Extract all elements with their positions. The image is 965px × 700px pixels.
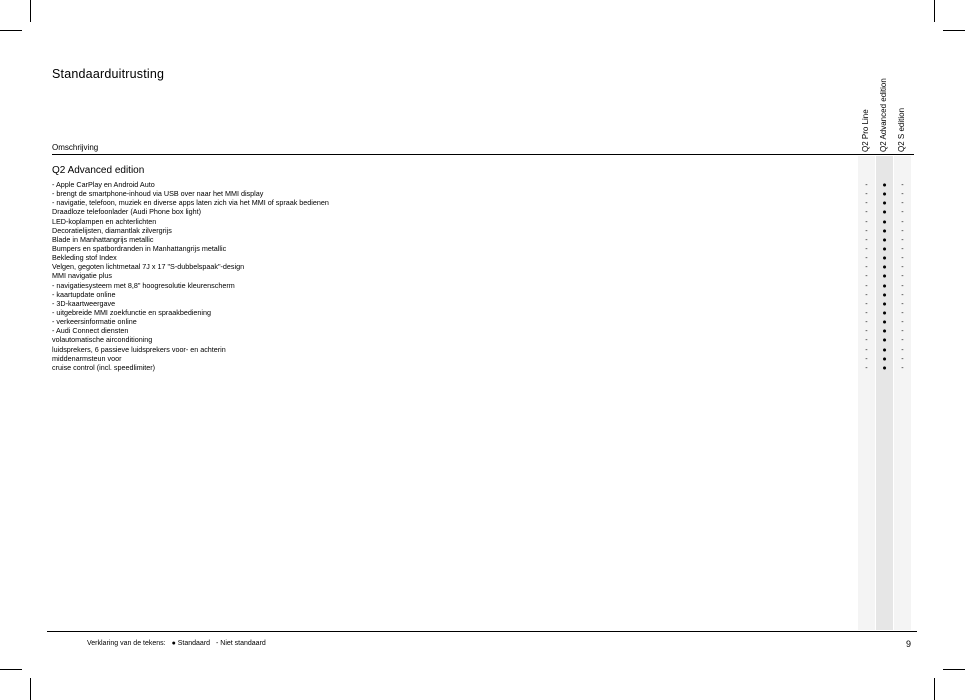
description-column-header: Omschrijving (52, 143, 99, 152)
table-row (52, 262, 914, 271)
row-value-cell: - (865, 307, 868, 317)
row-label: middenarmsteun voor (52, 353, 122, 363)
row-value-cell: ● (882, 271, 887, 281)
row-value-cell: - (901, 362, 904, 372)
row-value-cell: ● (882, 253, 887, 263)
row-label: cruise control (incl. speedlimiter) (52, 362, 156, 372)
row-value-cell: - (865, 253, 868, 263)
table-row (52, 290, 914, 299)
crop-mark (943, 669, 965, 670)
equipment-table (52, 180, 914, 372)
row-label: - uitgebreide MMI zoekfunctie en spraakbediening (52, 307, 212, 317)
row-label: MMI navigatie plus (52, 271, 112, 281)
row-value-cell: - (901, 234, 904, 244)
column-header-s-edition: Q2 S edition (897, 107, 906, 152)
row-value-cell: - (901, 189, 904, 199)
row-label: Bumpers en spatbordranden in Manhattangrijs metallic (52, 243, 227, 253)
row-value-cell: - (865, 326, 868, 336)
row-value-cell: ● (882, 353, 887, 363)
row-value-cell: ● (882, 280, 887, 290)
table-row (52, 235, 914, 244)
legend-standard: ● Standaard (171, 640, 211, 647)
row-value-cell: ● (882, 262, 887, 272)
row-label: - brengt de smartphone-inhoud via USB over naar het MMI display (52, 189, 264, 199)
row-value-cell: - (901, 307, 904, 317)
row-value-cell: ● (882, 317, 887, 327)
row-value-cell: ● (882, 243, 887, 253)
row-value-cell: - (865, 262, 868, 272)
row-value-cell: - (901, 216, 904, 226)
row-value-cell: - (865, 216, 868, 226)
crop-mark (30, 0, 31, 22)
crop-mark (0, 30, 22, 31)
row-value-cell: ● (882, 298, 887, 308)
row-label: LED-koplampen en achterlichten (52, 216, 157, 226)
row-label: - verkeersinformatie online (52, 317, 137, 327)
row-value-cell: - (901, 198, 904, 208)
row-label: - Audi Connect diensten (52, 326, 129, 336)
row-value-cell: - (865, 289, 868, 299)
row-value-cell: ● (882, 225, 887, 235)
table-row (52, 207, 914, 216)
crop-mark (934, 678, 935, 700)
row-value-cell: - (901, 317, 904, 327)
footer-divider (47, 631, 917, 632)
row-value-cell: - (865, 344, 868, 354)
row-value-cell: - (865, 362, 868, 372)
row-value-cell: - (865, 298, 868, 308)
row-value-cell: - (865, 335, 868, 345)
table-row (52, 253, 914, 262)
row-value-cell: - (865, 234, 868, 244)
table-row (52, 308, 914, 317)
row-value-cell: - (901, 326, 904, 336)
row-value-cell: ● (882, 234, 887, 244)
row-value-cell: - (901, 253, 904, 263)
legend (87, 640, 270, 647)
row-value-cell: - (901, 262, 904, 272)
table-row (52, 226, 914, 235)
row-value-cell: - (901, 207, 904, 217)
row-value-cell: - (865, 243, 868, 253)
row-value-cell: - (901, 353, 904, 363)
row-value-cell: ● (882, 335, 887, 345)
table-row (52, 189, 914, 198)
table-row (52, 271, 914, 280)
row-label: luidsprekers, 6 passieve luidsprekers voor- en achterin (52, 344, 226, 354)
row-value-cell: - (865, 225, 868, 235)
row-value-cell: - (901, 225, 904, 235)
row-label: Velgen, gegoten lichtmetaal 7J x 17 "S-dubbelspaak"-design (52, 262, 245, 272)
row-value-cell: - (865, 198, 868, 208)
row-label: Blade in Manhattangrijs metallic (52, 234, 154, 244)
row-value-cell: - (865, 207, 868, 217)
table-row (52, 217, 914, 226)
row-value-cell: - (901, 243, 904, 253)
row-value-cell: - (865, 317, 868, 327)
row-value-cell: - (901, 280, 904, 290)
row-value-cell: ● (882, 207, 887, 217)
crop-mark (0, 669, 22, 670)
crop-mark (943, 30, 965, 31)
row-label: volautomatische airconditioning (52, 335, 153, 345)
row-label: - navigatiesysteem met 8,8" hoogresolutie kleurenscherm (52, 280, 235, 290)
legend-intro: Verklaring van de tekens: (87, 640, 166, 647)
table-row (52, 354, 914, 363)
table-row (52, 335, 914, 344)
crop-mark (934, 0, 935, 22)
row-value-cell: ● (882, 289, 887, 299)
row-value-cell: ● (882, 180, 887, 189)
row-label: - navigatie, telefoon, muziek en diverse apps laten zich via het MMI of spraak bedienen (52, 198, 329, 208)
row-value-cell: ● (882, 362, 887, 372)
page-number: 9 (906, 639, 912, 649)
table-row (52, 317, 914, 326)
row-value-cell: ● (882, 216, 887, 226)
table-row (52, 345, 914, 354)
row-value-cell: - (865, 353, 868, 363)
row-value-cell: - (901, 298, 904, 308)
row-value-cell: - (901, 180, 904, 189)
row-value-cell: ● (882, 198, 887, 208)
row-label: - Apple CarPlay en Android Auto (52, 180, 155, 189)
table-row (52, 326, 914, 335)
row-value-cell: ● (882, 344, 887, 354)
row-label: Decoratielijsten, diamantlak zilvergrijs (52, 225, 172, 235)
row-label: - 3D-kaartweergave (52, 298, 116, 308)
page-title: Standaarduitrusting (52, 67, 165, 81)
row-value-cell: ● (882, 326, 887, 336)
table-row (52, 363, 914, 372)
column-header-pro-line: Q2 Pro Line (861, 109, 870, 152)
section-title: Q2 Advanced edition (52, 165, 145, 176)
table-row (52, 180, 914, 189)
table-row (52, 198, 914, 207)
row-value-cell: - (865, 189, 868, 199)
table-row (52, 244, 914, 253)
row-value-cell: - (901, 271, 904, 281)
column-header-advanced-edition: Q2 Advanced edition (879, 78, 888, 152)
row-value-cell: - (901, 289, 904, 299)
row-value-cell: - (901, 335, 904, 345)
legend-not-standard: - Niet standaard (216, 640, 266, 647)
row-label: - kaartupdate online (52, 289, 116, 299)
row-label: Bekleding stof Index (52, 253, 117, 263)
row-value-cell: - (901, 344, 904, 354)
row-value-cell: ● (882, 307, 887, 317)
table-row (52, 299, 914, 308)
row-value-cell: - (865, 280, 868, 290)
row-value-cell: ● (882, 189, 887, 199)
table-row (52, 281, 914, 290)
header-divider (52, 154, 914, 155)
row-value-cell: - (865, 271, 868, 281)
crop-mark (30, 678, 31, 700)
row-label: Draadloze telefoonlader (Audi Phone box light) (52, 207, 202, 217)
row-value-cell: - (865, 180, 868, 189)
